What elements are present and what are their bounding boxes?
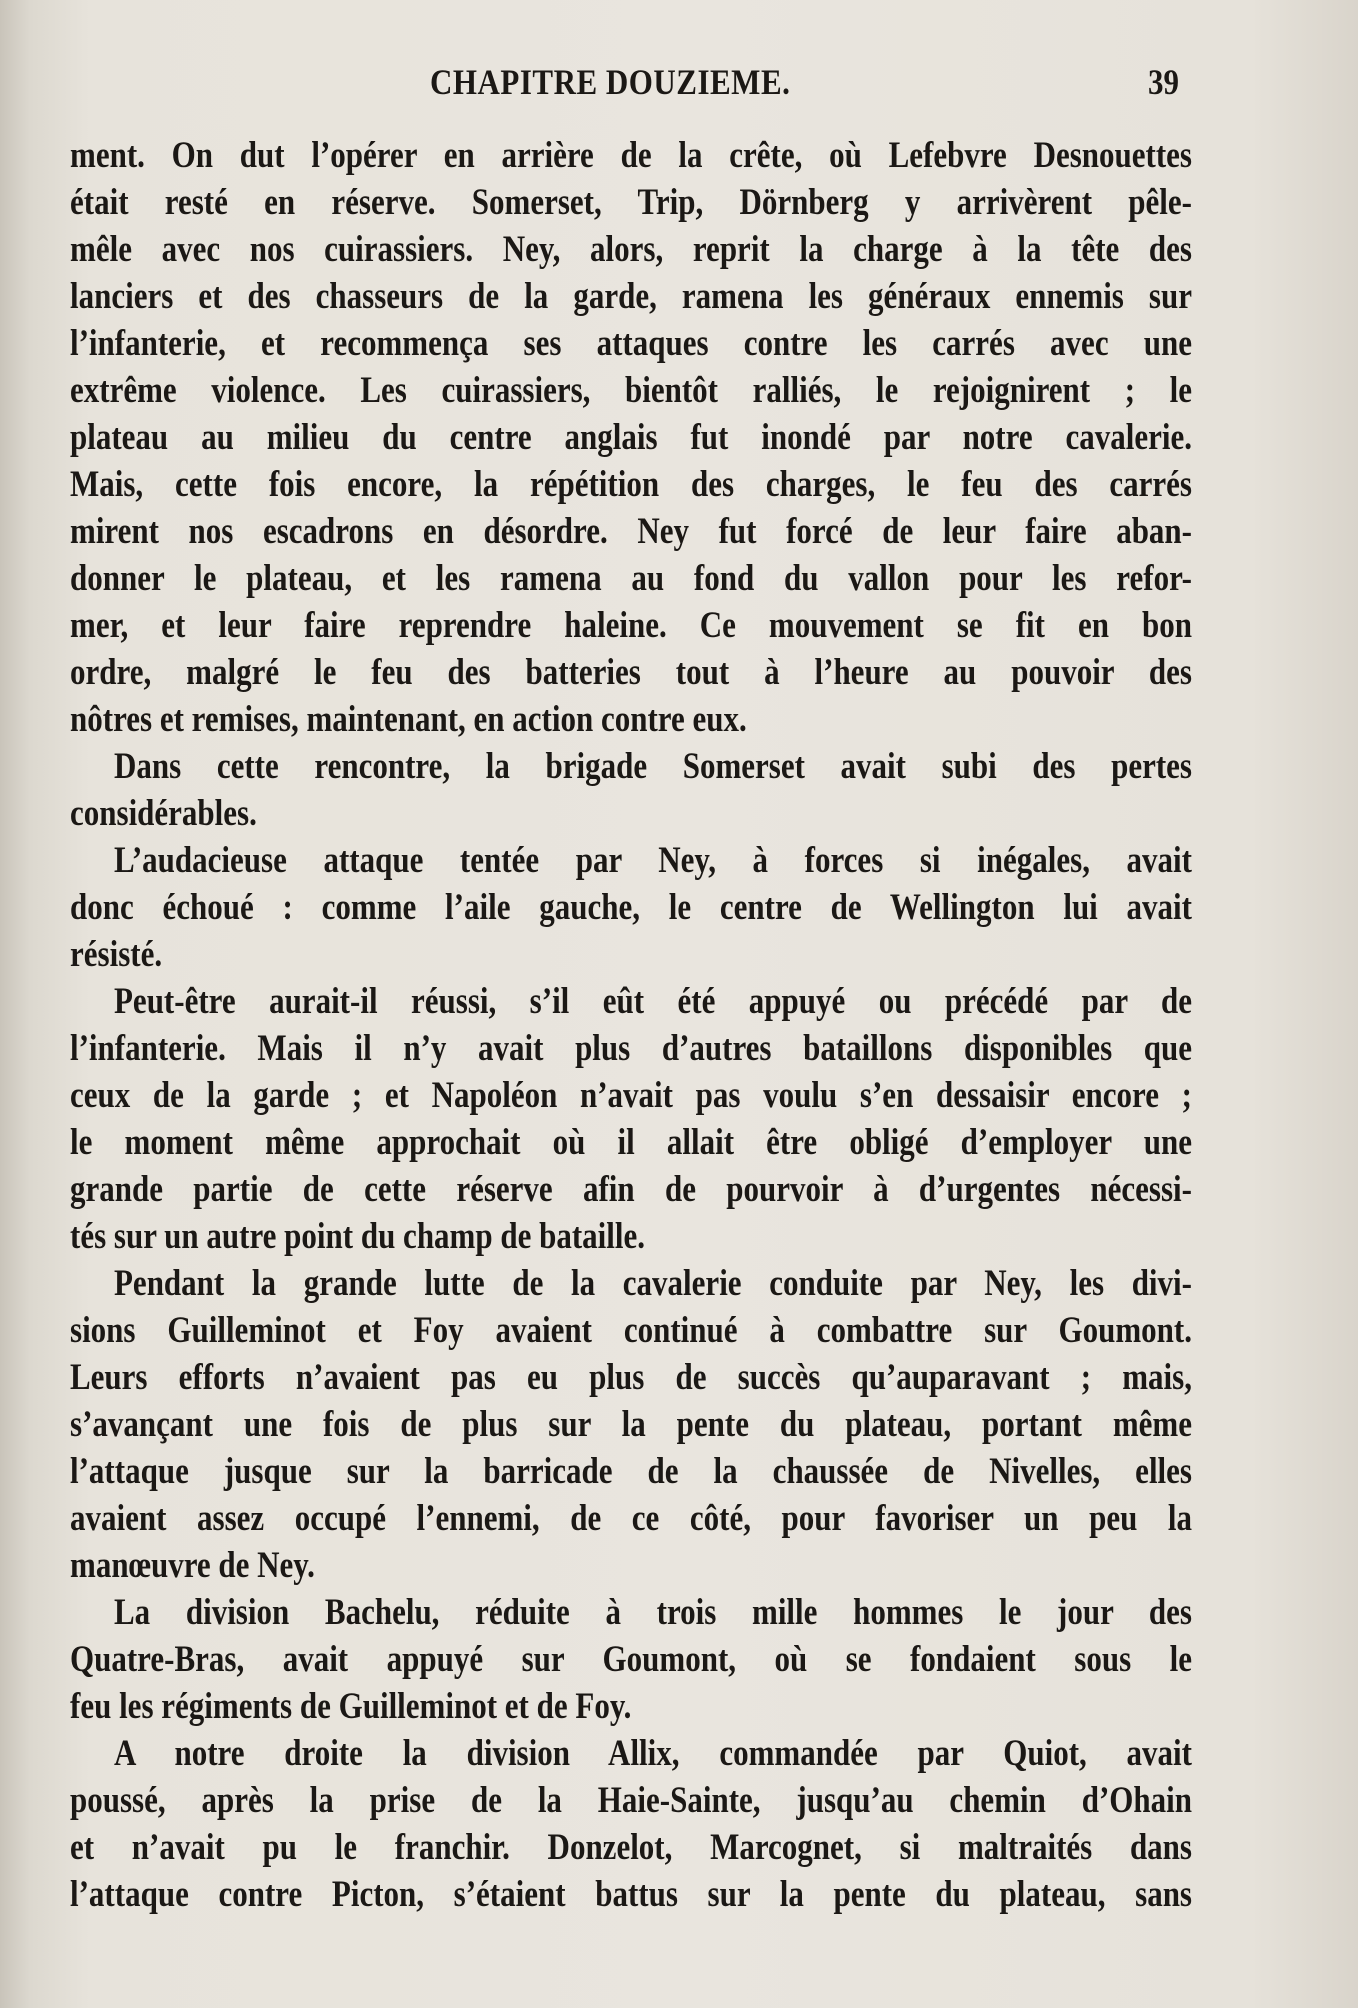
text-line: [70, 1306, 1192, 1353]
text-line: [70, 1588, 1192, 1635]
text-line-content: l’attaque jusque sur la barricade de la chaussée de Nivelles, elles: [70, 1449, 1192, 1492]
text-line: [70, 178, 1192, 225]
text-line: [70, 272, 1192, 319]
text-line: [70, 1212, 1192, 1259]
text-line-content: l’infanterie, et recommença ses attaques contre les carrés avec une: [70, 321, 1192, 364]
text-line: [70, 789, 1192, 836]
text-line-content: résisté.: [70, 932, 163, 975]
text-line-content: Pendant la grande lutte de la cavalerie conduite par Ney, les divi-: [114, 1261, 1192, 1304]
text-line-content: ment. On dut l’opérer en arrière de la crête, où Lefebvre Desnouettes: [70, 133, 1192, 176]
text-line-content: et n’avait pu le franchir. Donzelot, Marcognet, si maltraités dans: [70, 1825, 1192, 1868]
text-line: [70, 131, 1192, 178]
text-line-content: l’infanterie. Mais il n’y avait plus d’autres bataillons disponibles que: [70, 1026, 1192, 1069]
text-line-content: Leurs efforts n’avaient pas eu plus de succès qu’auparavant ; mais,: [70, 1355, 1192, 1398]
text-line: [70, 742, 1192, 789]
text-line: [70, 836, 1192, 883]
text-line: [70, 1541, 1192, 1588]
text-line: [70, 225, 1192, 272]
text-line: [70, 1447, 1192, 1494]
text-line-content: ceux de la garde ; et Napoléon n’avait pas voulu s’en dessaisir encore ;: [70, 1073, 1192, 1116]
text-line: [70, 366, 1192, 413]
text-line-content: tés sur un autre point du champ de bataille.: [70, 1214, 646, 1257]
text-line: [70, 460, 1192, 507]
text-line-content: l’attaque contre Picton, s’étaient battus sur la pente du plateau, sans: [70, 1872, 1192, 1915]
text-line-content: nôtres et remises, maintenant, en action contre eux.: [70, 697, 747, 740]
text-line: [70, 554, 1192, 601]
text-line-content: Mais, cette fois encore, la répétition des charges, le feu des carrés: [70, 462, 1192, 505]
text-line: [70, 1259, 1192, 1306]
text-line: [70, 1729, 1192, 1776]
text-line-content: était resté en réserve. Somerset, Trip, Dörnberg y arrivèrent pêle-: [70, 180, 1192, 223]
text-line-content: considérables.: [70, 791, 257, 834]
text-line-content: Quatre-Bras, avait appuyé sur Goumont, où se fondaient sous le: [70, 1637, 1192, 1680]
text-line: [70, 1776, 1192, 1823]
text-line-content: feu les régiments de Guilleminot et de Foy.: [70, 1684, 632, 1727]
text-line: [70, 1165, 1192, 1212]
text-line-content: sions Guilleminot et Foy avaient continué à combattre sur Goumont.: [70, 1308, 1192, 1351]
text-line: [70, 1682, 1192, 1729]
text-line: [70, 319, 1192, 366]
text-line: [70, 695, 1192, 742]
text-line-content: L’audacieuse attaque tentée par Ney, à forces si inégales, avait: [114, 838, 1192, 881]
text-line: [70, 601, 1192, 648]
text-line-content: poussé, après la prise de la Haie-Sainte, jusqu’au chemin d’Ohain: [70, 1778, 1192, 1821]
text-line: [70, 507, 1192, 554]
text-line-content: A notre droite la division Allix, commandée par Quiot, avait: [114, 1731, 1192, 1774]
text-line-content: Dans cette rencontre, la brigade Somerset avait subi des pertes: [114, 744, 1192, 787]
running-head: [0, 62, 1358, 108]
text-line: [70, 1353, 1192, 1400]
text-line-content: plateau au milieu du centre anglais fut inondé par notre cavalerie.: [70, 415, 1192, 458]
text-line: [70, 1494, 1192, 1541]
text-line: [70, 1870, 1192, 1917]
text-line-content: s’avançant une fois de plus sur la pente du plateau, portant même: [70, 1402, 1192, 1445]
text-line: [70, 977, 1192, 1024]
text-line-content: La division Bachelu, réduite à trois mille hommes le jour des: [114, 1590, 1192, 1633]
text-line: [70, 1071, 1192, 1118]
text-line: [70, 1400, 1192, 1447]
text-line-content: donner le plateau, et les ramena au fond du vallon pour les refor-: [70, 556, 1192, 599]
text-line: [70, 1823, 1192, 1870]
text-line-content: extrême violence. Les cuirassiers, bientôt ralliés, le rejoignirent ; le: [70, 368, 1192, 411]
text-line-content: Peut-être aurait-il réussi, s’il eût été appuyé ou précédé par de: [114, 979, 1192, 1022]
chapter-title: CHAPITRE DOUZIEME.: [430, 62, 791, 103]
text-line: [70, 413, 1192, 460]
text-line-content: mirent nos escadrons en désordre. Ney fut forcé de leur faire aban-: [70, 509, 1192, 552]
text-line: [70, 1118, 1192, 1165]
text-line: [70, 1024, 1192, 1071]
text-line-content: manœuvre de Ney.: [70, 1543, 315, 1586]
text-line-content: avaient assez occupé l’ennemi, de ce côté, pour favoriser un peu la: [70, 1496, 1192, 1539]
page-number: 39: [1148, 62, 1179, 103]
text-line: [70, 648, 1192, 695]
text-line: [70, 930, 1192, 977]
text-line: [70, 883, 1192, 930]
text-line-content: mêle avec nos cuirassiers. Ney, alors, reprit la charge à la tête des: [70, 227, 1192, 270]
text-line-content: donc échoué : comme l’aile gauche, le centre de Wellington lui avait: [70, 885, 1192, 928]
text-line-content: mer, et leur faire reprendre haleine. Ce mouvement se fit en bon: [70, 603, 1192, 646]
text-line-content: le moment même approchait où il allait être obligé d’employer une: [70, 1120, 1192, 1163]
text-line-content: lanciers et des chasseurs de la garde, ramena les généraux ennemis sur: [70, 274, 1192, 317]
text-line-content: grande partie de cette réserve afin de pourvoir à d’urgentes nécessi-: [70, 1167, 1192, 1210]
text-line-content: ordre, malgré le feu des batteries tout à l’heure au pouvoir des: [70, 650, 1192, 693]
body-text: [70, 131, 1192, 1917]
text-line: [70, 1635, 1192, 1682]
